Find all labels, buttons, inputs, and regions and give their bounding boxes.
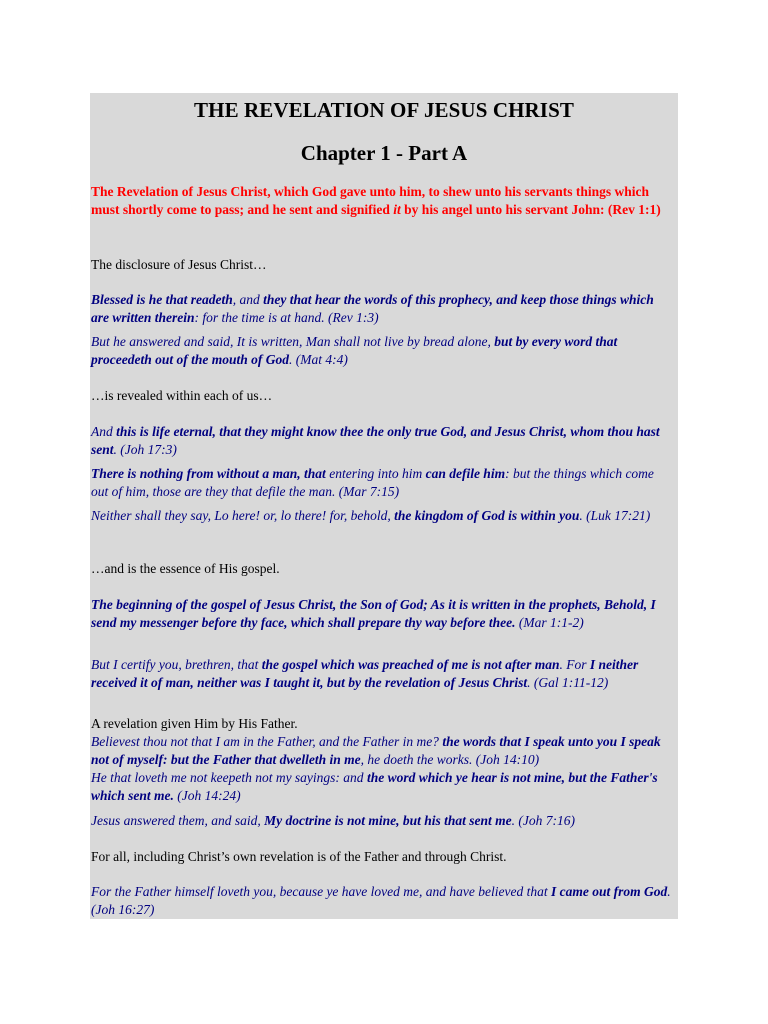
mat-4-4-verse: But he answered and said, It is written, Man shall not live by bread alone, but by every word that proceedeth out of the mouth of God. (Mat 4:4)	[91, 334, 618, 367]
rev-1-1-verse: The Revelation of Jesus Christ, which God gave unto him, to shew unto his servants things which must shortly come to pass; and he sent and signified it by his angel unto his servant John: (Rev 1:1)	[91, 184, 661, 217]
chapter-title: Chapter 1 - Part A	[300, 141, 468, 165]
commentary-father: A revelation given Him by His Father.	[91, 716, 298, 731]
commentary-revealed: …is revealed within each of us…	[91, 388, 273, 403]
document-title: THE REVELATION OF JESUS CHRIST	[194, 98, 574, 122]
luk-17-21-verse: Neither shall they say, Lo here! or, lo there! for, behold, the kingdom of God is within you. (Luk 17:21)	[91, 508, 651, 523]
document-page	[90, 93, 678, 919]
joh-16-27-verse: For the Father himself loveth you, because ye have loved me, and have believed that I came out from God. (Joh 16:27)	[91, 884, 671, 917]
joh-7-16-verse: Jesus answered them, and said, My doctrine is not mine, but his that sent me. (Joh 7:16)	[91, 813, 576, 828]
commentary-essence: …and is the essence of His gospel.	[91, 561, 280, 576]
mar-7-15-verse: There is nothing from without a man, that entering into him can defile him: but the things which come out of him, those are they that defile the man. (Mar 7:15)	[91, 466, 654, 499]
gal-1-11-verse: But I certify you, brethren, that the gospel which was preached of me is not after man. For I neither received it of man, neither was I taught it, but by the revelation of Jesus Christ. (Gal 1:11-12)	[91, 657, 639, 690]
commentary-disclosure: The disclosure of Jesus Christ…	[91, 257, 267, 272]
commentary-for-all: For all, including Christ’s own revelation is of the Father and through Christ.	[91, 849, 507, 864]
joh-17-3-verse: And this is life eternal, that they might know thee the only true God, and Jesus Christ, whom thou hast sent. (Joh 17:3)	[91, 424, 660, 457]
rev-1-3-verse: Blessed is he that readeth, and they that hear the words of this prophecy, and keep those things which are written therein: for the time is at hand. (Rev 1:3)	[91, 292, 654, 325]
joh-14-10-verse: Believest thou not that I am in the Father, and the Father in me? the words that I speak unto you I speak not of myself: but the Father that dwelleth in me, he doeth the works. (Joh 14:10)	[91, 734, 661, 767]
joh-14-24-verse: He that loveth me not keepeth not my sayings: and the word which ye hear is not mine, but the Father's which sent me. (Joh 14:24)	[91, 770, 658, 803]
mar-1-1-verse: The beginning of the gospel of Jesus Christ, the Son of God; As it is written in the prophets, Behold, I send my messenger before thy face, which shall prepare thy way before thee. (Mar 1:1-2)	[91, 597, 656, 630]
